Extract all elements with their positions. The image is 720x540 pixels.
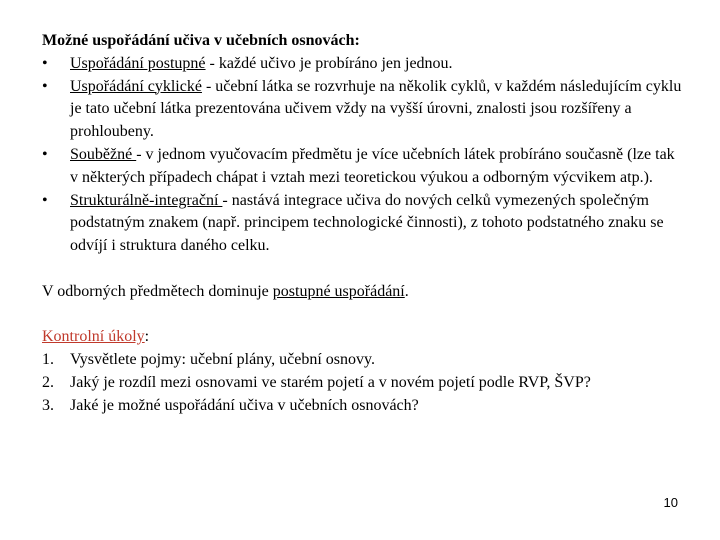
task-number: 2. (42, 373, 54, 391)
task-item (42, 372, 682, 395)
task-item (42, 395, 682, 418)
paragraph-text: V odborných předmětech dominuje (42, 282, 273, 300)
list-item-text: - učební látka se rozvrhuje na několik cyklů, v každém následujícím cyklu je tato učební látka prezentována učivem vždy na vyšší úrovni, znalosti jsou rozšířeny a prohloubeny. (70, 77, 682, 141)
task-text: Jaký je rozdíl mezi osnovami ve starém pojetí a v novém pojetí podle RVP, ŠVP? (70, 373, 591, 391)
list-item-term: Souběžné (70, 145, 137, 163)
slide-content (42, 30, 682, 418)
list-item-text: - v jednom vyučovacím předmětu je více učebních látek probíráno současně (lze tak v některých případech chápat i vztah mezi teoretickou výukou a odborným výcvikem atp.). (70, 145, 675, 186)
tasks-list (42, 349, 682, 417)
list-item-text: - každé učivo je probíráno jen jednou. (205, 54, 453, 72)
slide-heading: Možné uspořádání učiva v učebních osnovách: (42, 32, 360, 49)
tasks-label: Kontrolní úkoly (42, 328, 145, 346)
tasks-label-suffix: : (144, 328, 150, 346)
bullet-icon: • (42, 145, 48, 163)
paragraph-emphasis: postupné uspořádání (272, 282, 405, 300)
list-item-term: Strukturálně-integrační (70, 191, 223, 209)
bullet-icon: • (42, 54, 48, 72)
task-text: Jaké je možné uspořádání učiva v učebních osnovách? (70, 396, 419, 414)
list-item (42, 76, 682, 144)
task-number: 1. (42, 351, 54, 369)
list-item-term: Uspořádání cyklické (70, 77, 202, 95)
task-text: Vysvětlete pojmy: učební plány, učební osnovy. (70, 351, 375, 369)
task-number: 3. (42, 396, 54, 414)
list-item-text: - nastává integrace učiva do nových celků vymezených společným podstatným znakem (např. principem technologické činnosti), z tohoto podstatného znaku se odvíjí i struktura daného celku. (70, 191, 664, 255)
list-item (42, 190, 682, 258)
arrangement-list (42, 53, 682, 258)
bullet-icon: • (42, 191, 48, 209)
bullet-icon: • (42, 77, 48, 95)
page-number: 10 (663, 495, 678, 510)
list-item (42, 53, 682, 76)
paragraph-end: . (404, 282, 409, 300)
list-item-term: Uspořádání postupné (70, 54, 206, 72)
list-item (42, 144, 682, 190)
tasks-heading (42, 326, 682, 349)
task-item (42, 349, 682, 372)
summary-paragraph (42, 281, 682, 304)
